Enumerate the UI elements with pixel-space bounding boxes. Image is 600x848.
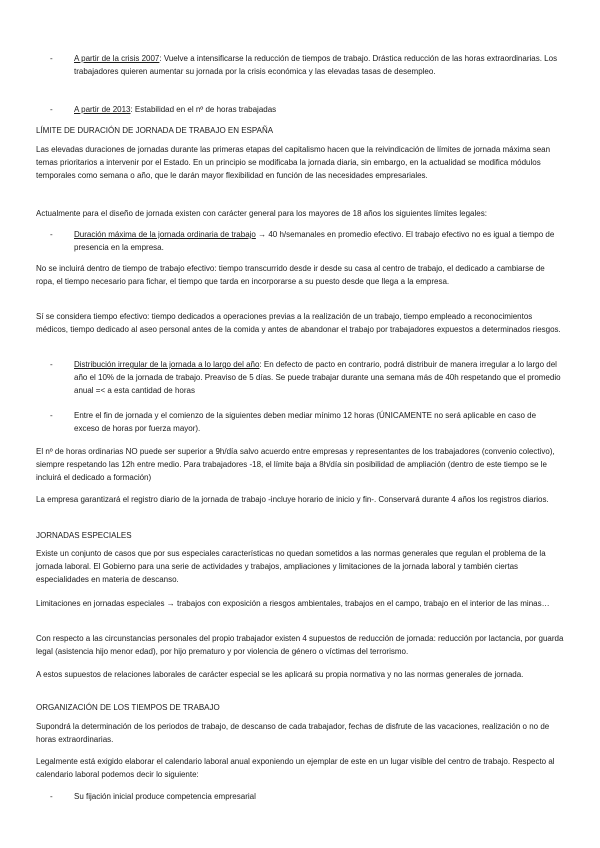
section-heading-organizacion-tiempos: ORGANIZACIÓN DE LOS TIEMPOS DE TRABAJO [36,703,220,712]
list-item-fijacion-inicial [74,790,562,803]
bullet-marker: - [50,105,53,114]
paragraph: Sí se considera tiempo efectivo: tiempo dedicados a operaciones previas a la realización de un trabajo, tiempo empleado a reconocimientos médicos, tiempo dedicado al aseo personal antes de la comida y antes de abandonar el trabajo por trabajadores expuestos a determinados riesgos. [36,312,561,334]
bullet-marker: - [50,411,53,420]
list-item-descanso-12h [74,409,562,435]
bullet-marker: - [50,360,53,369]
paragraph: No se incluirá dentro de tiempo de trabajo efectivo: tiempo transcurrido desde ir desde su casa al centro de trabajo, el dedicado a cambiarse de ropa, el tiempo necesario para fichar, el tiempo que tarda en incorporarse a su puesto desde que llega a la empresa. [36,264,545,286]
paragraph: El nº de horas ordinarias NO puede ser superior a 9h/día salvo acuerdo entre empresas y representantes de los trabajadores (convenio colectivo), siempre respetando las 12h entre medio. Para trabajadores -18, el límite baja a 8h/día sin posibilidad de ampliación (dentro de este tiempo se le incluirá el dedicado a formación) [36,447,555,482]
section-heading-jornadas-especiales: JORNADAS ESPECIALES [36,531,132,540]
paragraph: Con respecto a las circunstancias personales del propio trabajador existen 4 supuestos de reducción de jornada: reducción por lactancia, por guarda legal (asistencia hijo menor edad), por hijo prematuro y por violencia de género o víctimas del terrorismo. [36,634,564,656]
list-item-title: Duración máxima de la jornada ordinaria de trabajo [74,230,256,239]
paragraph: A estos supuestos de relaciones laborales de carácter especial se les aplicará su propia normativa y no las normas generales de jornada. [36,670,524,679]
list-item-text: : Vuelve a intensificarse la reducción de tiempos de trabajo. Drástica reducción de las horas extraordinarias. Los trabajadores quieren aumentar su jornada por la crisis económica y las elevadas tasas de desempleo. [74,54,558,76]
bullet-marker: - [50,54,53,63]
list-item-text: → 40 h/semanales en promedio efectivo. El trabajo efectivo no es igual a tiempo de presencia en la empresa. [74,230,555,252]
paragraph: Actualmente para el diseño de jornada existen con carácter general para los mayores de 18 años los siguientes límites legales: [36,209,487,218]
paragraph: Existe un conjunto de casos que por sus especiales características no quedan sometidos a las normas generales que regulan el problema de la jornada laboral. El Gobierno para una serie de actividades y trabajos, ampliaciones y limitaciones de la jornada laboral y también ciertas especialidades en materia de descanso. [36,549,546,584]
list-item-title: A partir de 2013 [74,105,131,114]
paragraph: La empresa garantizará el registro diario de la jornada de trabajo -incluye horario de inicio y fin-. Conservará durante 4 años los registros diarios. [36,495,549,504]
bullet-marker: - [50,792,53,801]
list-item-title: Distribución irregular de la jornada a lo largo del año [74,360,260,369]
section-heading-limite-jornada: LÍMITE DE DURACIÓN DE JORNADA DE TRABAJO EN ESPAÑA [36,126,274,135]
paragraph: Legalmente está exigido elaborar el calendario laboral anual exponiendo un ejemplar de este en un lugar visible del centro de trabajo. Respecto al calendario laboral podemos decir lo siguiente: [36,757,555,779]
list-item-text: Su fijación inicial produce competencia empresarial [74,792,256,801]
list-item-crisis-2007 [74,52,562,78]
list-item-2013 [74,103,562,116]
list-item-distribucion-irregular [74,358,562,397]
list-item-text: Entre el fin de jornada y el comienzo de la siguientes deben mediar mínimo 12 horas (ÚNICAMENTE no será aplicable en caso de exceso de horas por fuerza mayor). [74,411,537,433]
list-item-text: : En defecto de pacto en contrario, podrá distribuir de manera irregular a lo largo del año el 10% de la jornada de trabajo. Preaviso de 5 días. Se puede trabajar durante una semana más de 40h respetando que el promedio anual =< a esta cantidad de horas [74,360,561,395]
bullet-marker: - [50,230,53,239]
paragraph: Limitaciones en jornadas especiales → trabajos con exposición a riesgos ambientales, trabajos en el campo, trabajo en el interior de las minas… [36,599,550,608]
paragraph: Las elevadas duraciones de jornadas durante las primeras etapas del capitalismo hacen que la reivindicación de límites de jornada máxima sean temas prioritarios a intervenir por el Estado. En un principio se modificaba la jornada diaria, sin embargo, en la actualidad se modifica módulos temporales como semana o año, que le darán mayor flexibilidad en función de las necesidades empresariales. [36,145,551,180]
list-item-duracion-maxima [74,228,562,254]
list-item-text: : Estabilidad en el nº de horas trabajadas [130,105,277,114]
paragraph: Supondrá la determinación de los periodos de trabajo, de descanso de cada trabajador, fechas de disfrute de las vacaciones, realización o no de horas extraordinarias. [36,722,550,744]
list-item-title: A partir de la crisis 2007 [74,54,160,63]
